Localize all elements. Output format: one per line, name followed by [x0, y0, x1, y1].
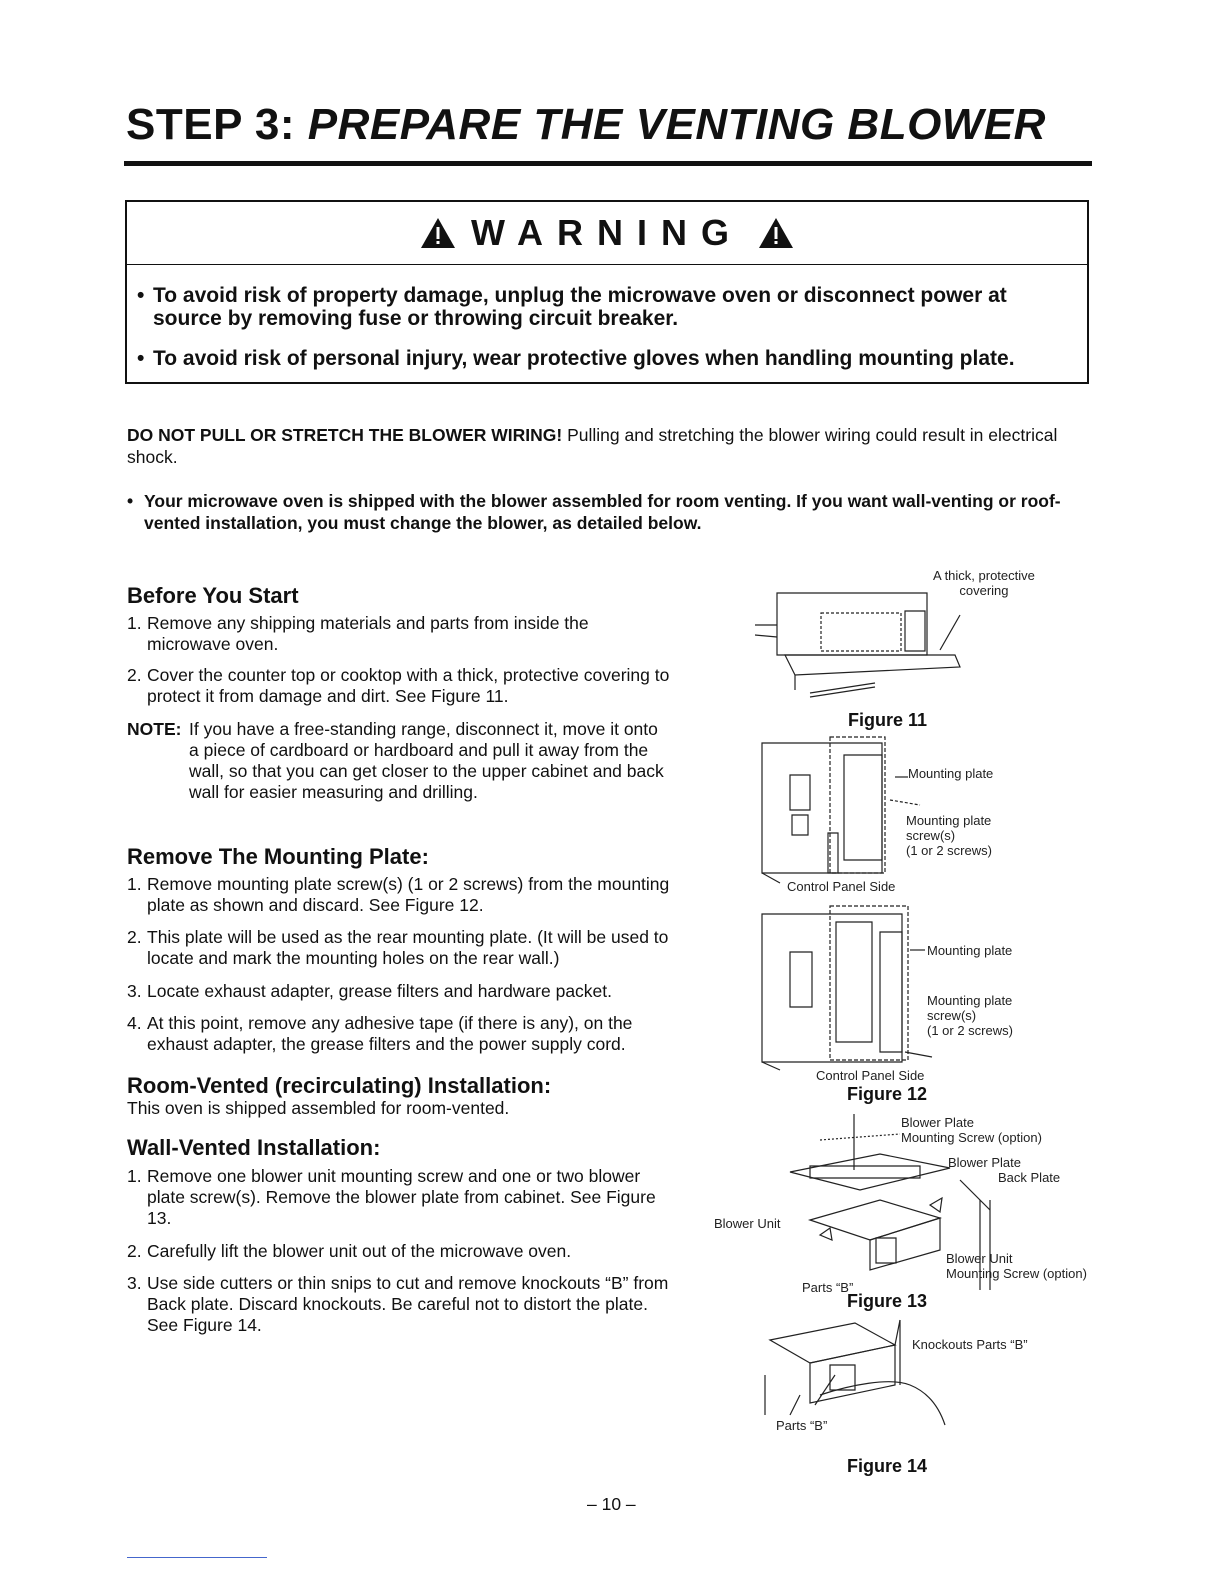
fig11-label: A thick, protective covering [933, 568, 1035, 598]
warning-box [125, 200, 1089, 384]
footer-line [127, 1557, 267, 1558]
before-you-start-heading: Before You Start [127, 583, 299, 608]
wall-vented-heading: Wall-Vented Installation: [127, 1135, 381, 1160]
list-item: 3. Locate exhaust adapter, grease filters and hardware packet. [127, 981, 613, 1001]
list-item: 1. Remove any shipping materials and parts from inside the microwave oven. [127, 613, 589, 654]
figure-11-illustration [755, 585, 965, 705]
remove-plate-heading: Remove The Mounting Plate: [127, 844, 429, 869]
wiring-caution: DO NOT PULL OR STRETCH THE BLOWER WIRING! Pulling and stretching the blower wiring could result in electrical shock. [127, 425, 1058, 467]
list-item: 1. Remove mounting plate screw(s) (1 or 2 screws) from the mounting plate as shown and discard. See Figure 12. [127, 874, 670, 915]
list-item: 2. Carefully lift the blower unit out of the microwave oven. [127, 1241, 572, 1261]
page-number: – 10 – [587, 1494, 636, 1514]
warning-header [127, 202, 1087, 265]
list-item: 3. Use side cutters or thin snips to cut and remove knockouts “B” from Back plate. Discard knockouts. Be careful not to distort the plate. See Figure 14. [127, 1273, 669, 1335]
list-item: 4. At this point, remove any adhesive tape (if there is any), on the exhaust adapter, the grease filters and the power supply cord. [127, 1013, 633, 1054]
fig13-blower-plate-label: Blower Plate [901, 1115, 974, 1130]
shipped-note: • Your microwave oven is shipped with the blower assembled for room venting. If you want wall-venting or roof-vented installation, you must change the blower, as detailed below. [127, 491, 1061, 533]
warning-triangle-icon [419, 216, 457, 250]
figure-14-caption: Figure 14 [847, 1456, 928, 1476]
page-title: STEP 3: PREPARE THE VENTING BLOWER [126, 100, 1046, 149]
room-vented-heading: Room-Vented (recirculating) Installation: [127, 1073, 552, 1098]
fig14-knockouts-label: Knockouts Parts “B” [912, 1337, 1028, 1352]
fig12a-mounting-plate-label: Mounting plate [908, 766, 994, 781]
fig12b-screw-label: Mounting plate screw(s) (1 or 2 screws) [927, 993, 1013, 1038]
note: NOTE: If you have a free-standing range, disconnect it, move it onto a piece of cardboard or hardboard and pull it away from the wall, so that you can get closer to the upper cabinet and back wall for easier measuring and drilling. [127, 719, 664, 802]
figure-12-caption: Figure 12 [847, 1084, 928, 1104]
list-item: 2. This plate will be used as the rear mounting plate. (It will be used to locate and mark the mounting holes on the rear wall.) [127, 927, 669, 968]
room-vented-text: This oven is shipped assembled for room-vented. [127, 1098, 510, 1118]
figure-12-top-illustration [760, 735, 930, 885]
list-item: 1. Remove one blower unit mounting screw and one or two blower plate screw(s). Remove the blower plate from cabinet. See Figure 13. [127, 1166, 656, 1228]
warning-bullet: • To avoid risk of property damage, unplug the microwave oven or disconnect power at source by removing fuse or throwing circuit breaker. [137, 284, 1007, 330]
fig13-mounting-screw-label: Mounting Screw (option) [901, 1130, 1042, 1145]
fig13-back-plate-label: Back Plate [998, 1170, 1061, 1185]
fig12a-side-label: Control Panel Side [787, 879, 896, 894]
fig12b-side-label: Control Panel Side [816, 1068, 925, 1083]
figure-12-bottom-illustration [760, 902, 940, 1072]
fig12a-screw-label: Mounting plate screw(s) (1 or 2 screws) [906, 813, 992, 858]
fig13-blower-plate-2-label: Blower Plate [948, 1155, 1021, 1170]
fig13-parts-b-label: Parts “B” [802, 1280, 854, 1295]
figure-11-caption: Figure 11 [848, 710, 928, 730]
title-rule [124, 161, 1092, 166]
figure-13-caption: Figure 13 [847, 1291, 928, 1311]
figure-14-illustration [760, 1315, 970, 1435]
fig12b-mounting-plate-label: Mounting plate [927, 943, 1013, 958]
fig14-parts-b-label: Parts “B” [776, 1418, 828, 1433]
warning-heading: WARNING [471, 212, 743, 253]
fig13-blower-unit-label: Blower Unit Mounting Screw (option) [946, 1251, 1087, 1281]
warning-bullet: • To avoid risk of personal injury, wear protective gloves when handling mounting plate. [137, 347, 1015, 370]
warning-triangle-icon [757, 216, 795, 250]
fig13-blower-unit-left-label: Blower Unit [714, 1216, 781, 1231]
list-item: 2. Cover the counter top or cooktop with a thick, protective covering to protect it from damage and dirt. See Figure 11. [127, 665, 670, 706]
